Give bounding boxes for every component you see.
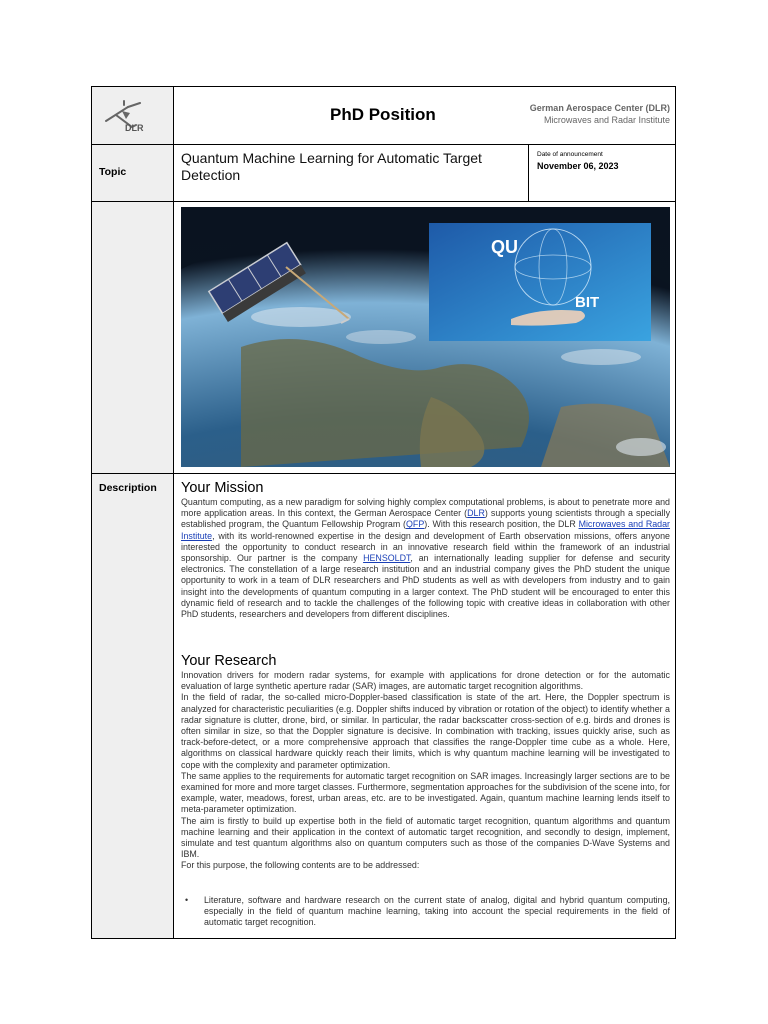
divider-topic <box>92 201 675 202</box>
job-posting-frame <box>91 86 676 939</box>
date-label: Date of announcement <box>537 151 603 158</box>
divider-image <box>92 473 675 474</box>
hensoldt-link[interactable]: HENSOLDT <box>363 553 411 564</box>
organization-name: German Aerospace Center (DLR) <box>529 103 670 113</box>
mission-text-4: , with its world-renowned expertise in the design and development of Earth observation missions, offers anyone interested the opportunity to conduct research in an innovative research field within the framework of an industrial sponsorship. Our partner is the company <box>181 530 670 564</box>
institute-name: Microwaves and Radar Institute <box>543 115 670 125</box>
label-column <box>92 87 174 938</box>
date-value: November 06, 2023 <box>537 161 619 171</box>
divider-header <box>92 144 675 145</box>
research-paragraph-4: The aim is firstly to build up expertise both in the field of automatic target recognition, quantum algorithms and quantum machine learning and their application in the context of automatic target recognition, and secondly to design, implement, simulate and test quantum algorithms also on quantum computers such as those of the companies D-Wave Systems and IBM. <box>181 815 670 860</box>
mission-heading: Your Mission <box>181 480 264 496</box>
research-text <box>181 670 670 872</box>
list-item <box>181 895 670 929</box>
overlay-text-qu: QU <box>491 237 518 257</box>
research-paragraph-5: For this purpose, the following contents are to be addressed: <box>181 860 420 871</box>
research-paragraph-3: The same applies to the requirements for automatic target recognition on SAR images. Increasingly larger sections are to be examined for more and more target classes. Furthermore, segmentation approaches for the subdivision of the scene into, for example, water, meadows, forest, urban areas, etc. are to be investigated. Again, quantum machine learning lends itself to meta-parameter optimization. <box>181 770 670 815</box>
page-title: PhD Position <box>330 105 436 124</box>
overlay-text-bit: BIT <box>575 294 600 311</box>
research-heading: Your Research <box>181 653 277 669</box>
mission-text-3: ). With this research position, the DLR <box>424 519 579 530</box>
list-item-text: Literature, software and hardware research on the current state of analog, digital and hybrid quantum computing, especially in the field of quantum machine learning, taking into account the special requirements in the field of automatic target recognition. <box>204 895 670 928</box>
research-paragraph-1: Innovation drivers for modern radar systems, for example with applications for drone detection or for the automatic evaluation of large synthetic aperture radar (SAR) images, are automatic target recognition algorithms. <box>181 670 670 692</box>
description-label: Description <box>99 482 157 494</box>
dlr-link[interactable]: DLR <box>467 508 485 519</box>
bullet-icon: • <box>185 895 189 905</box>
logo-text: DLR <box>125 123 144 133</box>
mission-text <box>181 497 670 620</box>
hero-image <box>181 207 670 467</box>
research-paragraph-2: In the field of radar, the so-called micro-Doppler-based classification is state of the art. Here, the Doppler spectrum is analyzed for characteristic peculiarities (e.g. Doppler shifts induced by vibration or rotation of the object) to identify whether a radar signature is clutter, drone, bird, or similar. In particular, the radar backscatter cross-section of e.g. birds and drones is often similar in size, so that the Doppler signature is decisive. In combination with tracking, issues quickly arise, such as track-before-detect, or a more comprehensive approach that classifies the range-Doppler time cube as a whole. Here, algorithms on classical hardware quickly reach their limits, which is why quantum machine learning will be investigated to cope with the complexity and parameter optimization. <box>181 692 670 770</box>
topic-title: Quantum Machine Learning for Automatic Target Detection <box>181 150 482 183</box>
mission-text-5: , an internationally leading supplier for defense and security electronics. The constellation of a large research institution and an industrial company gives the PhD student the unique opportunity to work in a team of DLR researchers and PhD students as well as with developers from industry and to gain insight into the developments of quantum computing in a larger context. The PhD student will be encouraged to enter this dynamic field of research and to tackle the challenges of the following topic with creative ideas in collaboration with other PhD students, researchers and developers from different disciplines. <box>181 553 670 620</box>
institute-link[interactable]: Microwaves and Radar Institute <box>181 519 671 541</box>
mission-text-2: ) supports young scientists through a specially established program, the Quantum Fellowship Program ( <box>181 508 671 530</box>
mission-text-1: Quantum computing, as a new paradigm for solving highly complex computational problems, is about to penetrate more and more application areas. In this context, the German Aerospace Center ( <box>181 497 670 519</box>
topic-label: Topic <box>99 166 127 178</box>
qfp-link[interactable]: QFP <box>406 519 425 530</box>
date-divider <box>528 144 529 201</box>
